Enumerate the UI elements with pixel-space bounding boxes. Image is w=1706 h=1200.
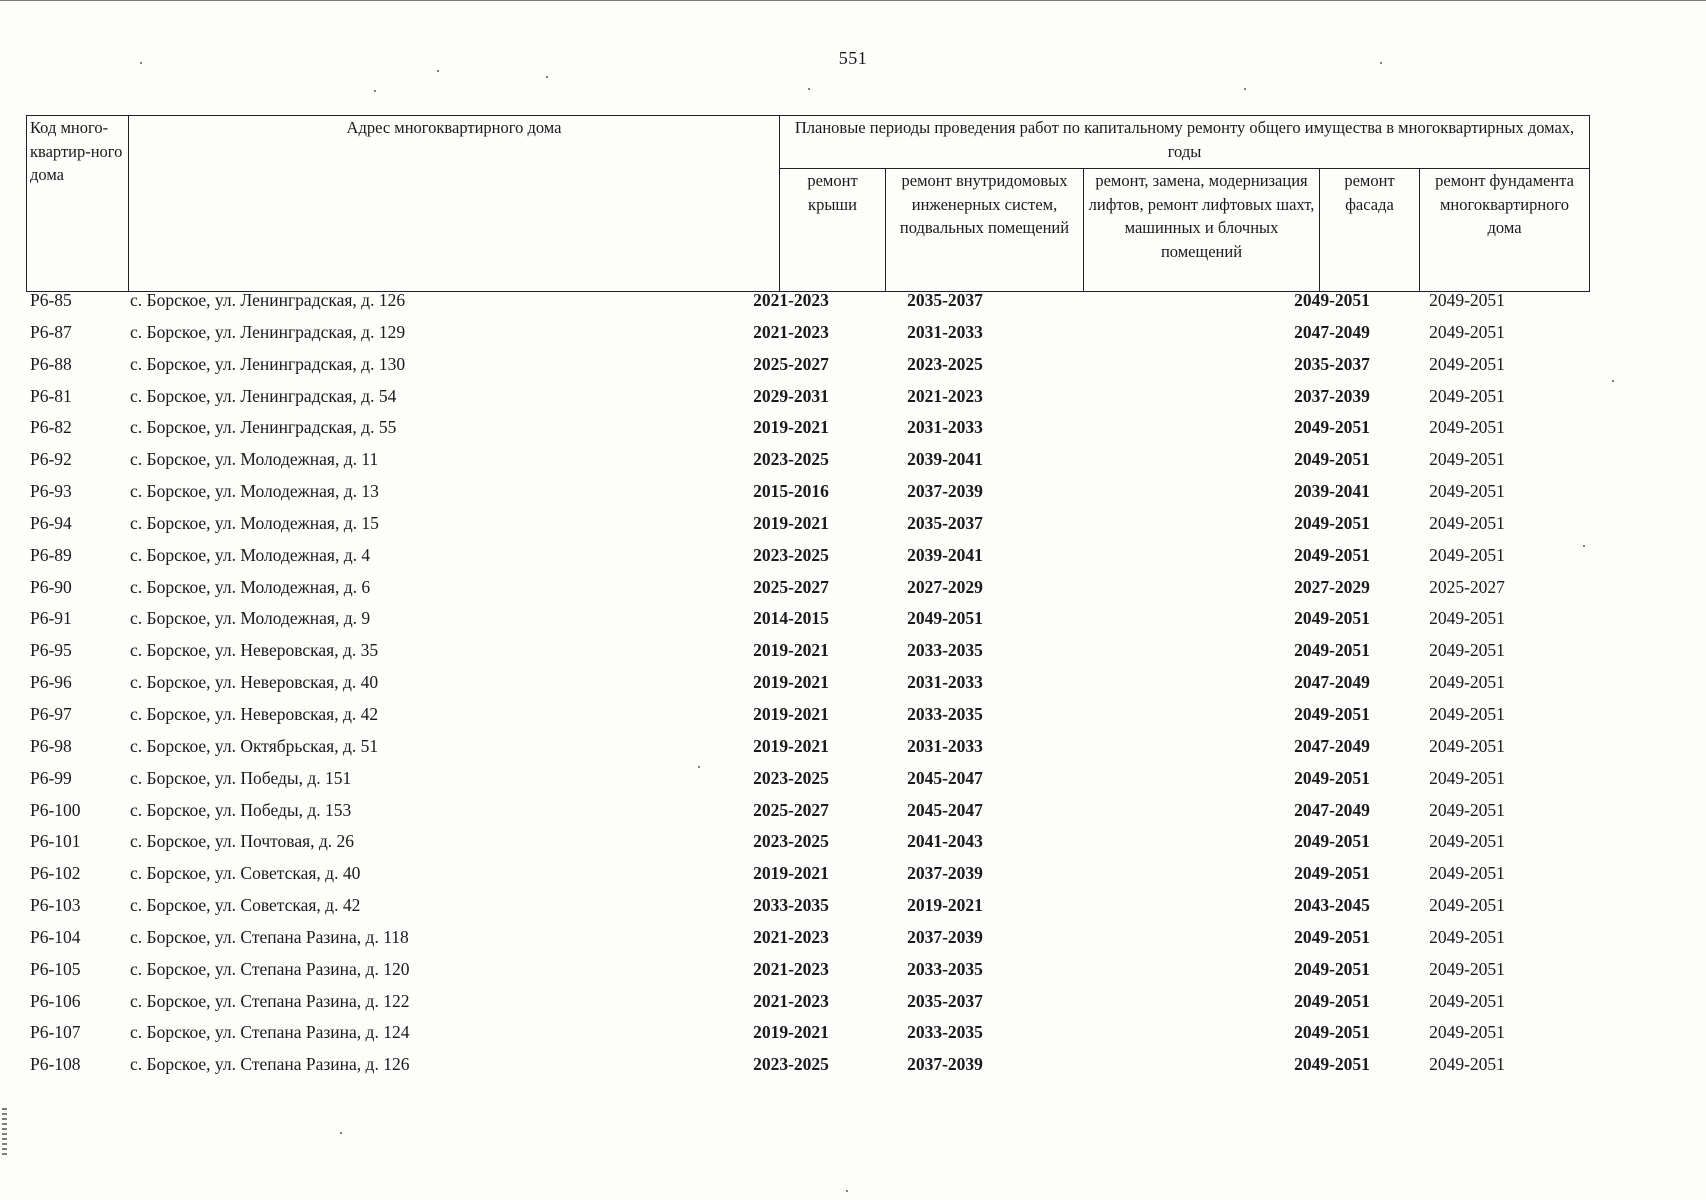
cell-facade: 2049-2051	[1294, 449, 1370, 470]
cell-code: Р6-82	[30, 417, 72, 438]
cell-roof: 2025-2027	[753, 353, 829, 374]
cell-address: с. Борское, ул. Молодежная, д. 11	[130, 449, 379, 470]
header-address: Адрес многоквартирного дома	[129, 116, 780, 292]
cell-engineering: 2037-2039	[907, 1054, 983, 1075]
cell-engineering: 2037-2039	[907, 926, 983, 947]
table-row	[26, 417, 1589, 449]
table-row	[26, 959, 1589, 991]
cell-facade: 2049-2051	[1294, 290, 1370, 310]
cell-foundation: 2049-2051	[1429, 735, 1505, 756]
cell-roof: 2019-2021	[753, 640, 829, 661]
cell-engineering: 2037-2039	[907, 481, 983, 502]
cell-roof: 2019-2021	[753, 863, 829, 884]
cell-engineering: 2035-2037	[907, 512, 983, 533]
cell-foundation: 2049-2051	[1429, 385, 1505, 406]
table-header	[26, 115, 1590, 292]
scan-speck	[546, 76, 548, 78]
table-row	[26, 386, 1589, 418]
cell-code: Р6-103	[30, 895, 81, 916]
header-planned-periods: Плановые периоды проведения работ по капитальному ремонту общего имущества в многоквартирных домах, годы	[780, 116, 1590, 169]
cell-facade: 2049-2051	[1294, 831, 1370, 852]
cell-foundation: 2049-2051	[1429, 926, 1505, 947]
cell-address: с. Борское, ул. Октябрьская, д. 51	[130, 735, 379, 756]
cell-address: с. Борское, ул. Ленинградская, д. 130	[130, 353, 406, 374]
cell-code: Р6-95	[30, 640, 72, 661]
cell-code: Р6-94	[30, 512, 72, 533]
cell-address: с. Борское, ул. Ленинградская, д. 54	[130, 385, 397, 406]
table-row	[26, 608, 1589, 640]
cell-facade: 2049-2051	[1294, 417, 1370, 438]
cell-roof: 2019-2021	[753, 417, 829, 438]
header-facade: ремонт фасада	[1320, 169, 1420, 292]
cell-address: с. Борское, ул. Ленинградская, д. 126	[130, 290, 406, 310]
cell-foundation: 2049-2051	[1429, 831, 1505, 852]
cell-address: с. Борское, ул. Победы, д. 151	[130, 767, 352, 788]
scan-speck	[1380, 62, 1382, 64]
table-row	[26, 1022, 1589, 1054]
cell-roof: 2029-2031	[753, 385, 829, 406]
cell-facade: 2027-2029	[1294, 576, 1370, 597]
table-row	[26, 800, 1589, 832]
cell-engineering: 2019-2021	[907, 895, 983, 916]
cell-code: Р6-93	[30, 481, 72, 502]
cell-facade: 2047-2049	[1294, 321, 1370, 342]
cell-address: с. Борское, ул. Почтовая, д. 26	[130, 831, 355, 852]
cell-facade: 2049-2051	[1294, 1022, 1370, 1043]
cell-code: Р6-96	[30, 672, 72, 693]
cell-engineering: 2037-2039	[907, 863, 983, 884]
table-row	[26, 863, 1589, 895]
cell-engineering: 2031-2033	[907, 417, 983, 438]
scan-speck	[1612, 380, 1614, 382]
cell-engineering: 2023-2025	[907, 353, 983, 374]
cell-foundation: 2049-2051	[1429, 481, 1505, 502]
cell-address: с. Борское, ул. Неверовская, д. 35	[130, 640, 379, 661]
cell-engineering: 2045-2047	[907, 799, 983, 820]
cell-code: Р6-104	[30, 926, 81, 947]
page-number: 551	[838, 48, 868, 68]
cell-foundation: 2049-2051	[1429, 321, 1505, 342]
cell-facade: 2049-2051	[1294, 544, 1370, 565]
cell-code: Р6-100	[30, 799, 81, 820]
cell-engineering: 2041-2043	[907, 831, 983, 852]
cell-foundation: 2049-2051	[1429, 640, 1505, 661]
cell-roof: 2023-2025	[753, 1054, 829, 1075]
cell-foundation: 2049-2051	[1429, 863, 1505, 884]
cell-roof: 2019-2021	[753, 703, 829, 724]
cell-code: Р6-101	[30, 831, 81, 852]
table-row	[26, 991, 1589, 1023]
cell-code: Р6-91	[30, 608, 72, 629]
cell-engineering: 2031-2033	[907, 321, 983, 342]
cell-address: с. Борское, ул. Победы, д. 153	[130, 799, 352, 820]
scan-speck	[140, 62, 142, 64]
cell-facade: 2047-2049	[1294, 799, 1370, 820]
cell-foundation: 2049-2051	[1429, 290, 1505, 310]
cell-foundation: 2049-2051	[1429, 417, 1505, 438]
cell-roof: 2019-2021	[753, 512, 829, 533]
cell-facade: 2049-2051	[1294, 767, 1370, 788]
cell-roof: 2033-2035	[753, 895, 829, 916]
cell-foundation: 2049-2051	[1429, 895, 1505, 916]
cell-code: Р6-102	[30, 863, 81, 884]
cell-roof: 2021-2023	[753, 290, 829, 310]
cell-foundation: 2049-2051	[1429, 449, 1505, 470]
cell-roof: 2025-2027	[753, 576, 829, 597]
header-lifts: ремонт, замена, модернизация лифтов, ремонт лифтовых шахт, машинных и блочных помещений	[1084, 169, 1320, 292]
cell-code: Р6-108	[30, 1054, 81, 1075]
top-rule	[0, 0, 1706, 1]
cell-roof: 2019-2021	[753, 672, 829, 693]
table-row	[26, 322, 1589, 354]
table-row	[26, 736, 1589, 768]
cell-address: с. Борское, ул. Ленинградская, д. 129	[130, 321, 406, 342]
cell-foundation: 2049-2051	[1429, 1054, 1505, 1075]
cell-facade: 2049-2051	[1294, 640, 1370, 661]
scan-speck	[846, 1190, 848, 1192]
cell-code: Р6-87	[30, 321, 72, 342]
table-row	[26, 513, 1589, 545]
cell-facade: 2049-2051	[1294, 703, 1370, 724]
cell-code: Р6-98	[30, 735, 72, 756]
cell-roof: 2025-2027	[753, 799, 829, 820]
header-code: Код много-квартир-ного дома	[27, 116, 129, 292]
cell-code: Р6-106	[30, 990, 81, 1011]
cell-facade: 2049-2051	[1294, 608, 1370, 629]
cell-facade: 2035-2037	[1294, 353, 1370, 374]
cell-code: Р6-89	[30, 544, 72, 565]
cell-roof: 2021-2023	[753, 926, 829, 947]
scan-speck	[437, 70, 439, 72]
table-row	[26, 672, 1589, 704]
cell-foundation: 2025-2027	[1429, 576, 1505, 597]
table-body	[26, 290, 1589, 1086]
cell-foundation: 2049-2051	[1429, 703, 1505, 724]
cell-engineering: 2045-2047	[907, 767, 983, 788]
header-roof: ремонт крыши	[780, 169, 886, 292]
cell-foundation: 2049-2051	[1429, 672, 1505, 693]
cell-roof: 2023-2025	[753, 544, 829, 565]
cell-engineering: 2039-2041	[907, 544, 983, 565]
cell-facade: 2049-2051	[1294, 926, 1370, 947]
table-row	[26, 577, 1589, 609]
cell-address: с. Борское, ул. Молодежная, д. 9	[130, 608, 371, 629]
cell-roof: 2023-2025	[753, 449, 829, 470]
cell-roof: 2014-2015	[753, 608, 829, 629]
cell-address: с. Борское, ул. Неверовская, д. 42	[130, 703, 379, 724]
cell-address: с. Борское, ул. Советская, д. 40	[130, 863, 361, 884]
cell-facade: 2049-2051	[1294, 512, 1370, 533]
cell-engineering: 2031-2033	[907, 735, 983, 756]
cell-engineering: 2033-2035	[907, 703, 983, 724]
cell-roof: 2021-2023	[753, 321, 829, 342]
table-row	[26, 481, 1589, 513]
cell-address: с. Борское, ул. Степана Разина, д. 120	[130, 958, 410, 979]
cell-foundation: 2049-2051	[1429, 990, 1505, 1011]
cell-code: Р6-90	[30, 576, 72, 597]
table-row	[26, 768, 1589, 800]
table-row	[26, 1054, 1589, 1086]
cell-address: с. Борское, ул. Ленинградская, д. 55	[130, 417, 397, 438]
cell-roof: 2023-2025	[753, 767, 829, 788]
cell-code: Р6-85	[30, 290, 72, 310]
cell-engineering: 2035-2037	[907, 990, 983, 1011]
scan-speck	[808, 88, 810, 90]
cell-foundation: 2049-2051	[1429, 1022, 1505, 1043]
table-row	[26, 449, 1589, 481]
cell-facade: 2049-2051	[1294, 990, 1370, 1011]
cell-foundation: 2049-2051	[1429, 544, 1505, 565]
table-row	[26, 927, 1589, 959]
cell-address: с. Борское, ул. Степана Разина, д. 122	[130, 990, 410, 1011]
cell-code: Р6-107	[30, 1022, 81, 1043]
cell-engineering: 2031-2033	[907, 672, 983, 693]
cell-facade: 2037-2039	[1294, 385, 1370, 406]
cell-engineering: 2027-2029	[907, 576, 983, 597]
cell-roof: 2021-2023	[753, 990, 829, 1011]
cell-engineering: 2033-2035	[907, 1022, 983, 1043]
cell-facade: 2049-2051	[1294, 863, 1370, 884]
cell-engineering: 2035-2037	[907, 290, 983, 310]
cell-foundation: 2049-2051	[1429, 353, 1505, 374]
table-row	[26, 895, 1589, 927]
cell-address: с. Борское, ул. Молодежная, д. 6	[130, 576, 371, 597]
cell-roof: 2019-2021	[753, 1022, 829, 1043]
cell-engineering: 2033-2035	[907, 640, 983, 661]
cell-code: Р6-92	[30, 449, 72, 470]
cell-facade: 2049-2051	[1294, 1054, 1370, 1075]
cell-facade: 2047-2049	[1294, 735, 1370, 756]
cell-roof: 2023-2025	[753, 831, 829, 852]
cell-engineering: 2033-2035	[907, 958, 983, 979]
table-row	[26, 831, 1589, 863]
cell-foundation: 2049-2051	[1429, 512, 1505, 533]
scan-margin-mark	[2, 1108, 7, 1158]
header-foundation: ремонт фундамента многоквартирного дома	[1420, 169, 1590, 292]
scan-speck	[340, 1132, 342, 1134]
cell-code: Р6-88	[30, 353, 72, 374]
cell-facade: 2049-2051	[1294, 958, 1370, 979]
cell-foundation: 2049-2051	[1429, 799, 1505, 820]
cell-address: с. Борское, ул. Степана Разина, д. 126	[130, 1054, 410, 1075]
cell-facade: 2047-2049	[1294, 672, 1370, 693]
table-row	[26, 640, 1589, 672]
cell-foundation: 2049-2051	[1429, 608, 1505, 629]
cell-engineering: 2049-2051	[907, 608, 983, 629]
cell-address: с. Борское, ул. Молодежная, д. 13	[130, 481, 379, 502]
scan-speck	[374, 90, 376, 92]
cell-address: с. Борское, ул. Советская, д. 42	[130, 895, 361, 916]
cell-roof: 2021-2023	[753, 958, 829, 979]
table-row	[26, 290, 1589, 322]
cell-address: с. Борское, ул. Молодежная, д. 4	[130, 544, 371, 565]
cell-code: Р6-97	[30, 703, 72, 724]
cell-engineering: 2021-2023	[907, 385, 983, 406]
cell-address: с. Борское, ул. Неверовская, д. 40	[130, 672, 379, 693]
cell-facade: 2039-2041	[1294, 481, 1370, 502]
cell-address: с. Борское, ул. Степана Разина, д. 118	[130, 926, 409, 947]
cell-code: Р6-81	[30, 385, 72, 406]
table-row	[26, 704, 1589, 736]
cell-foundation: 2049-2051	[1429, 767, 1505, 788]
scan-speck	[1244, 88, 1246, 90]
cell-facade: 2043-2045	[1294, 895, 1370, 916]
cell-roof: 2019-2021	[753, 735, 829, 756]
cell-code: Р6-105	[30, 958, 81, 979]
cell-engineering: 2039-2041	[907, 449, 983, 470]
cell-foundation: 2049-2051	[1429, 958, 1505, 979]
cell-address: с. Борское, ул. Степана Разина, д. 124	[130, 1022, 410, 1043]
header-engineering: ремонт внутридомовых инженерных систем, подвальных помещений	[886, 169, 1084, 292]
table-row	[26, 545, 1589, 577]
table-row	[26, 354, 1589, 386]
cell-code: Р6-99	[30, 767, 72, 788]
cell-address: с. Борское, ул. Молодежная, д. 15	[130, 512, 379, 533]
cell-roof: 2015-2016	[753, 481, 829, 502]
